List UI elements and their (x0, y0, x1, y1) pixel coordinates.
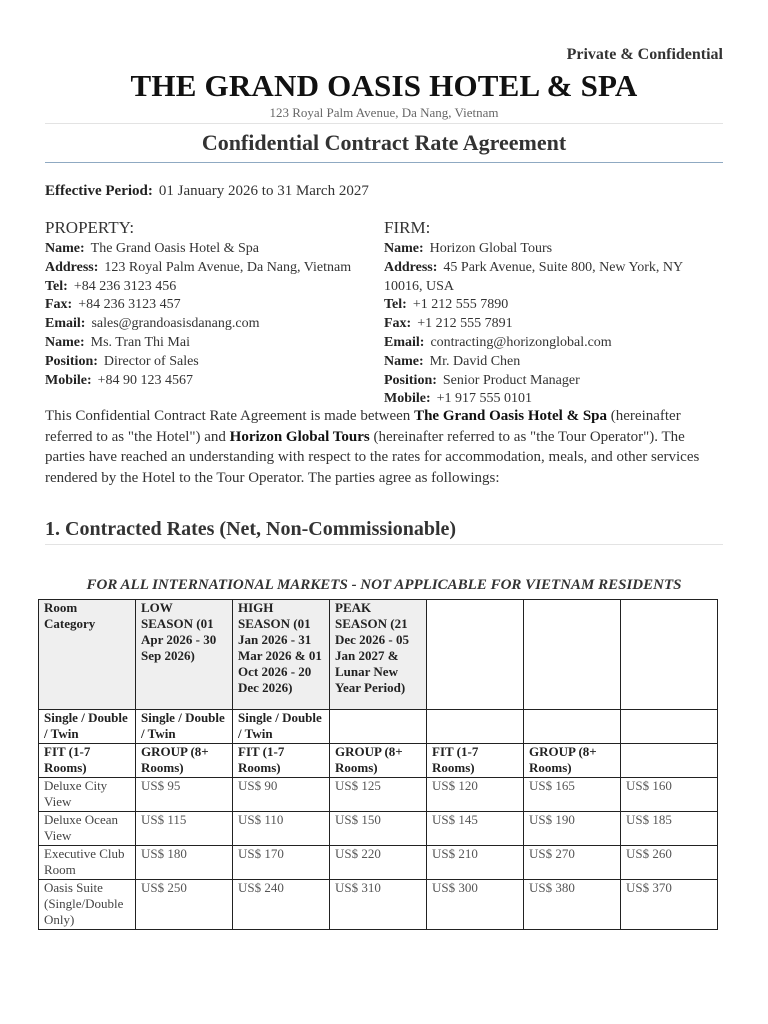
rate-cell: US$ 165 (524, 778, 621, 812)
intro-text: (hereinafter referred to as "the Hotel") and (45, 408, 681, 445)
table-header-cell (621, 600, 718, 710)
rate-cell: US$ 240 (233, 880, 330, 930)
rate-cell: US$ 300 (427, 880, 524, 930)
rate-cell: US$ 150 (330, 812, 427, 846)
field-value: +84 90 123 4567 (97, 372, 194, 388)
field-value: Senior Product Manager (442, 372, 580, 388)
hotel-name-heading: THE GRAND OASIS HOTEL & SPA (130, 68, 638, 103)
room-category-cell: Deluxe Ocean View (39, 812, 136, 846)
field-label: Fax: (45, 297, 73, 313)
field-label: Address: (45, 259, 99, 275)
rate-cell: US$ 120 (427, 778, 524, 812)
rate-cell: US$ 180 (136, 846, 233, 880)
table-header-row (39, 710, 718, 744)
rates-table (38, 599, 718, 930)
field-label: Name: (45, 334, 85, 350)
rate-cell: US$ 370 (621, 880, 718, 930)
rate-cell: US$ 90 (233, 778, 330, 812)
property-field (45, 334, 375, 353)
document-title: Confidential Contract Rate Agreement (201, 130, 567, 155)
field-label: Name: (384, 353, 424, 369)
property-heading: PROPERTY: (45, 218, 135, 237)
field-label: Name: (384, 241, 424, 256)
table-header-cell: LOW SEASON (01 Apr 2026 - 30 Sep 2026) (136, 600, 233, 710)
field-label: Mobile: (45, 372, 92, 388)
property-field (45, 259, 375, 278)
table-header-row (39, 744, 718, 778)
intro-paragraph (45, 406, 725, 488)
rate-cell: US$ 185 (621, 812, 718, 846)
field-value: The Grand Oasis Hotel & Spa (90, 241, 260, 256)
table-header-cell: Single / Double / Twin (233, 710, 330, 744)
field-value: +84 236 3123 457 (78, 297, 181, 313)
table-header-row (39, 600, 718, 710)
field-value: Director of Sales (103, 353, 199, 369)
table-header-cell (524, 710, 621, 744)
field-label: Position: (384, 372, 437, 388)
table-header-cell: GROUP (8+ Rooms) (136, 744, 233, 778)
field-value: +1 917 555 0101 (436, 391, 533, 407)
rate-cell: US$ 250 (136, 880, 233, 930)
effective-period-value: 01 January 2026 to 31 March 2027 (158, 183, 369, 199)
table-header-cell: GROUP (8+ Rooms) (524, 744, 621, 778)
rate-cell: US$ 210 (427, 846, 524, 880)
rate-cell: US$ 260 (621, 846, 718, 880)
field-value: contracting@horizonglobal.com (430, 334, 612, 350)
field-value: Mr. David Chen (429, 353, 521, 369)
rate-cell: US$ 110 (233, 812, 330, 846)
property-field (45, 315, 375, 334)
property-field (45, 372, 375, 391)
intro-text: This Confidential Contract Rate Agreement is made between (45, 408, 411, 424)
rate-cell: US$ 380 (524, 880, 621, 930)
section-1-title: 1. Contracted Rates (Net, Non-Commissionable) (45, 518, 457, 540)
firm-heading: FIRM: (384, 218, 431, 237)
section-divider (45, 544, 723, 545)
table-header-cell: FIT (1-7 Rooms) (39, 744, 136, 778)
field-value: Horizon Global Tours (429, 241, 553, 256)
rates-table-caption: FOR ALL INTERNATIONAL MARKETS - NOT APPLICABLE FOR VIETNAM RESIDENTS (86, 577, 682, 593)
firm-field (384, 296, 714, 315)
rate-cell: US$ 270 (524, 846, 621, 880)
table-header-cell (427, 600, 524, 710)
intro-firm-name: Horizon Global Tours (229, 428, 370, 445)
table-header-cell (427, 710, 524, 744)
rate-cell: US$ 95 (136, 778, 233, 812)
field-label: Email: (45, 316, 86, 332)
table-header-cell: Room Category (39, 600, 136, 710)
firm-block (384, 218, 714, 409)
firm-field (384, 353, 714, 372)
rate-cell: US$ 125 (330, 778, 427, 812)
field-label: Address: (384, 259, 438, 275)
table-header-cell: FIT (1-7 Rooms) (233, 744, 330, 778)
effective-period-label: Effective Period: (45, 183, 153, 199)
table-header-cell: FIT (1-7 Rooms) (427, 744, 524, 778)
firm-field (384, 240, 714, 259)
title-divider (45, 162, 723, 163)
effective-period (45, 183, 369, 200)
field-label: Tel: (384, 297, 407, 313)
table-header-cell: HIGH SEASON (01 Jan 2026 - 31 Mar 2026 & 01 Oct 2026 - 20 Dec 2026) (233, 600, 330, 710)
property-field (45, 296, 375, 315)
table-header-cell: GROUP (8+ Rooms) (330, 744, 427, 778)
confidential-label: Private & Confidential (566, 46, 723, 63)
rate-cell: US$ 115 (136, 812, 233, 846)
table-header-cell (330, 710, 427, 744)
field-value: +84 236 3123 456 (73, 278, 177, 294)
rate-cell: US$ 160 (621, 778, 718, 812)
room-category-cell: Deluxe City View (39, 778, 136, 812)
table-row (39, 846, 718, 880)
intro-text: (hereinafter referred to as "the Tour Operator"). The parties have reached an understanding with respect to the rates for accommodation, meals, and other services rendered by the Hotel to the Tour Operator. The parties agree as followings: (45, 428, 700, 486)
hotel-address: 123 Royal Palm Avenue, Da Nang, Vietnam (269, 105, 499, 120)
field-value: sales@grandoasisdanang.com (91, 316, 260, 332)
table-header-cell: Single / Double / Twin (136, 710, 233, 744)
table-row (39, 812, 718, 846)
table-header-cell (621, 744, 718, 778)
table-header-cell: PEAK SEASON (21 Dec 2026 - 05 Jan 2027 & Lunar New Year Period) (330, 600, 427, 710)
field-value: +1 212 555 7890 (412, 297, 509, 313)
field-value: Ms. Tran Thi Mai (90, 334, 190, 350)
table-header-cell: Single / Double / Twin (39, 710, 136, 744)
room-category-cell: Executive Club Room (39, 846, 136, 880)
property-field (45, 278, 375, 297)
property-field (45, 240, 375, 259)
field-label: Fax: (384, 316, 412, 332)
header-divider (45, 123, 723, 124)
table-row (39, 778, 718, 812)
field-label: Mobile: (384, 391, 431, 407)
field-value: 123 Royal Palm Avenue, Da Nang, Vietnam (104, 259, 352, 275)
table-header-cell (621, 710, 718, 744)
rate-cell: US$ 145 (427, 812, 524, 846)
field-label: Name: (45, 241, 85, 256)
rate-cell: US$ 170 (233, 846, 330, 880)
field-label: Email: (384, 334, 425, 350)
property-field (45, 353, 375, 372)
field-label: Position: (45, 353, 98, 369)
firm-field (384, 315, 714, 334)
field-label: Tel: (45, 278, 68, 294)
rate-cell: US$ 310 (330, 880, 427, 930)
rate-cell: US$ 220 (330, 846, 427, 880)
room-category-cell: Oasis Suite (Single/Double Only) (39, 880, 136, 930)
property-block (45, 218, 375, 390)
firm-field (384, 259, 714, 297)
firm-field (384, 372, 714, 391)
rate-cell: US$ 190 (524, 812, 621, 846)
table-row (39, 880, 718, 930)
intro-hotel-name: The Grand Oasis Hotel & Spa (414, 408, 608, 424)
table-header-cell (524, 600, 621, 710)
firm-field (384, 334, 714, 353)
field-value: 45 Park Avenue, Suite 800, New York, NY 10016, USA (384, 259, 683, 294)
field-value: +1 212 555 7891 (417, 316, 513, 332)
